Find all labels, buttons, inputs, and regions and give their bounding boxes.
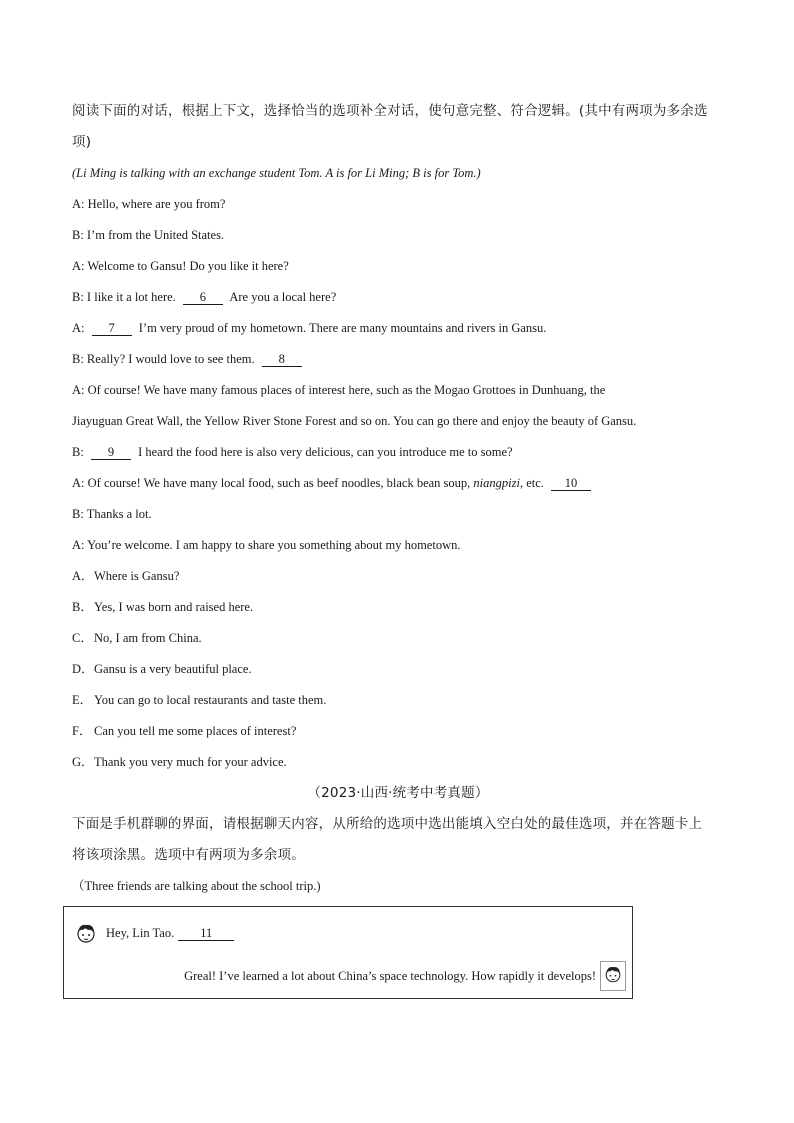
dialogue-text: I’m very proud of my hometown. There are many mountains and rivers in Gansu. [135, 321, 547, 335]
option-text: No, I am from China. [94, 631, 202, 645]
boy-avatar-icon [600, 961, 626, 991]
dialogue-text: A: Of course! We have many local food, such as beef noodles, black bean soup, [72, 476, 474, 490]
option-letter: F． [72, 724, 92, 738]
option-letter: C． [72, 631, 93, 645]
dialogue-line [72, 499, 724, 530]
question-source: （2023·山西·统考中考真题） [307, 785, 489, 801]
chat-box [63, 906, 633, 999]
answer-blank-10[interactable]: 10 [551, 476, 591, 491]
dialogue-line [72, 406, 724, 437]
chat-message-1 [74, 921, 238, 945]
option-text: Gansu is a very beautiful place. [94, 662, 252, 676]
option-text: You can go to local restaurants and taste them. [94, 693, 327, 707]
option-item[interactable] [72, 685, 724, 716]
dialogue [72, 189, 724, 561]
option-item[interactable] [72, 592, 724, 623]
dialogue-line [72, 313, 724, 344]
chat-context: （Three friends are talking about the school trip.) [72, 879, 321, 893]
document-page [72, 96, 724, 902]
instruction2-line-1: 下面是手机群聊的界面，请根据聊天内容，从所给的选项中选出能填入空白处的最佳选项，并在答题卡上 [72, 816, 703, 832]
option-item[interactable] [72, 623, 724, 654]
dialogue-text: Jiayuguan Great Wall, the Yellow River Stone Forest and so on. You can go there and enjoy the beauty of Gansu. [72, 414, 637, 428]
option-letter: A． [72, 569, 94, 583]
dialogue-text: B: I like it a lot here. [72, 290, 179, 304]
dialogue-text: Are you a local here? [226, 290, 337, 304]
option-text: Can you tell me some places of interest? [94, 724, 297, 738]
chat-message-1-text: Hey, Lin Tao. [106, 925, 175, 940]
option-item[interactable] [72, 561, 724, 592]
dialogue-line [72, 375, 724, 406]
answer-blank-6[interactable]: 6 [183, 290, 223, 305]
dialogue-text: A: Hello, where are you from? [72, 197, 226, 211]
option-item[interactable] [72, 654, 724, 685]
option-letter: D． [72, 662, 94, 676]
dialogue-line [72, 437, 724, 468]
option-letter: B． [72, 600, 93, 614]
boy-avatar-icon [74, 921, 98, 945]
dialogue-line [72, 468, 724, 499]
option-item[interactable] [72, 716, 724, 747]
option-letter: E． [72, 693, 93, 707]
answer-blank-7[interactable]: 7 [92, 321, 132, 336]
dialogue-text: I heard the food here is also very delicious, can you introduce me to some? [134, 445, 513, 459]
answer-blank-9[interactable]: 9 [91, 445, 131, 460]
dialogue-line [72, 220, 724, 251]
dialogue-line [72, 251, 724, 282]
option-letter: G． [72, 755, 94, 769]
dialogue-line [72, 282, 724, 313]
dialogue-text: A: Of course! We have many famous places of interest here, such as the Mogao Grottoes in Dunhuang, the [72, 383, 606, 397]
dialogue-italic-text: niangpizi [473, 476, 520, 490]
dialogue-line [72, 344, 724, 375]
dialogue-context: (Li Ming is talking with an exchange student Tom. A is for Li Ming; B is for Tom.) [72, 166, 481, 180]
dialogue-line [72, 189, 724, 220]
dialogue-text: , etc. [519, 476, 548, 490]
dialogue-line [72, 530, 724, 561]
chat-message-2-text: Greal! I’ve learned a lot about China’s space technology. How rapidly it develops! [184, 968, 596, 983]
instruction-line-1: 阅读下面的对话，根据上下文，选择恰当的选项补全对话，使句意完整、符合逻辑。(其中有两项为多余选 [72, 103, 708, 119]
dialogue-text: B: Thanks a lot. [72, 507, 152, 521]
dialogue-text: A: Welcome to Gansu! Do you like it here? [72, 259, 289, 273]
option-item[interactable] [72, 747, 724, 778]
dialogue-text: B: Really? I would love to see them. [72, 352, 258, 366]
dialogue-text: B: [72, 445, 87, 459]
options-list [72, 561, 724, 778]
answer-blank-8[interactable]: 8 [262, 352, 302, 367]
chat-message-2 [184, 961, 626, 991]
answer-blank-11[interactable]: 11 [178, 926, 234, 941]
instruction2-line-2: 将该项涂黑。选项中有两项为多余项。 [72, 847, 305, 863]
dialogue-text: A: [72, 321, 88, 335]
instruction-line-2: 项) [72, 134, 92, 150]
option-text: Yes, I was born and raised here. [94, 600, 254, 614]
option-text: Thank you very much for your advice. [94, 755, 287, 769]
option-text: Where is Gansu? [94, 569, 180, 583]
dialogue-text: B: I’m from the United States. [72, 228, 225, 242]
dialogue-text: A: You’re welcome. I am happy to share you something about my hometown. [72, 538, 461, 552]
